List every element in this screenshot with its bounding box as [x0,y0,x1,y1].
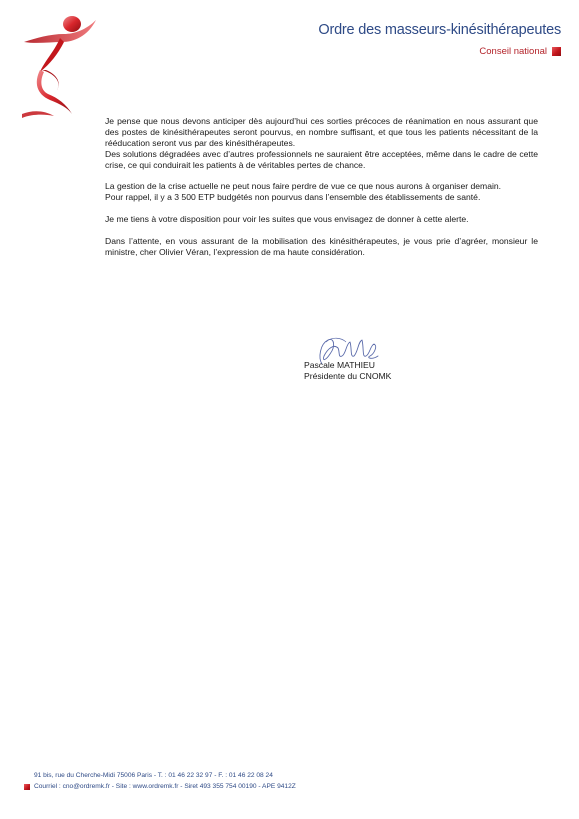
body-paragraph: Des solutions dégradées avec d’autres professionnels ne sauraient être acceptées, même dans le cadre de cette crise, ce qui conduirait les patients à de véritables pertes de chance. [105,148,538,170]
footer-address-line [24,770,296,781]
red-square-icon [24,784,30,790]
footer-contact: Courriel : cno@ordremk.fr - Site : www.ordremk.fr - Siret 493 355 754 00190 - APE 9412Z [34,783,296,790]
footer-address: 91 bis, rue du Cherche-Midi 75006 Paris - T. : 01 46 22 32 97 - F. : 01 46 22 08 24 [34,772,273,779]
letter-body [105,116,538,269]
body-paragraph: Dans l’attente, en vous assurant de la mobilisation des kinésithérapeutes, je vous prie d’agréer, monsieur le ministre, cher Olivier Véran, l’expression de ma haute considération. [105,235,538,257]
signer-title: Présidente du CNOMK [304,371,392,381]
body-paragraph: La gestion de la crise actuelle ne peut nous faire perdre de vue ce que nous aurons à organiser demain. [105,181,502,192]
body-paragraph: Je me tiens à votre disposition pour voir les suites que vous envisagez de donner à cette alerte. [105,214,469,225]
footer-spacer [24,773,30,779]
red-square-icon [552,47,561,56]
footer [24,770,296,792]
footer-contact-line [24,781,296,792]
signer-name: Pascale MATHIEU [304,360,375,370]
signature-block [304,334,464,390]
body-paragraph: Pour rappel, il y a 3 500 ETP budgétés non pourvus dans l’ensemble des établissements de santé. [105,192,481,203]
organization-subtitle-wrap [479,44,561,58]
organization-subtitle: Conseil national [479,45,547,57]
running-figure-logo-icon [14,8,104,120]
body-paragraph: Je pense que nous devons anticiper dès aujourd’hui ces sorties précoces de réanimation en nous assurant que des postes de kinésithérapeutes seront pourvus, en nombre suffisant, et que tous les patients nécessitant de la rééducation seront vus par des kinésithérapeutes. [105,116,538,148]
organization-name: Ordre des masseurs-kinésithérapeutes [318,22,561,38]
